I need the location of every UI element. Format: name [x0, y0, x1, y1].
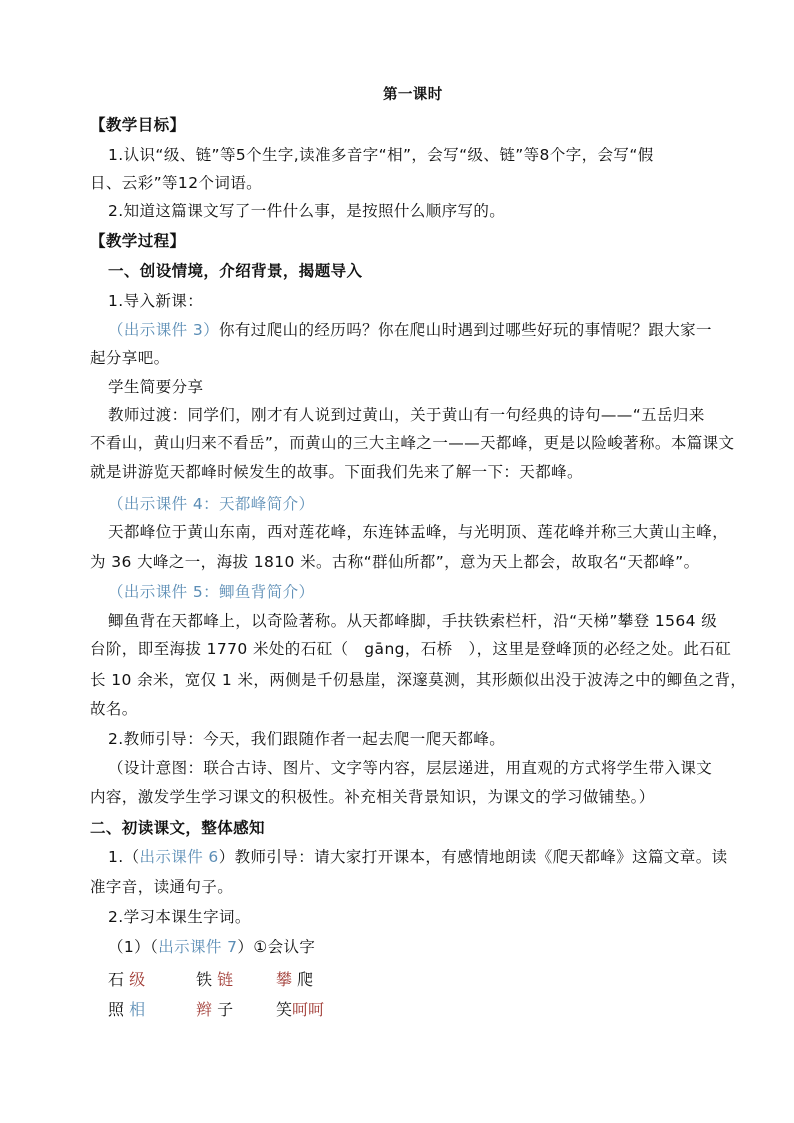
- vocab-word-zhaoxiang: [108, 1000, 145, 1020]
- vocab-new-char: 辫: [196, 1000, 213, 1019]
- substep-text: ）①会认字: [237, 938, 316, 956]
- step-2-guide: 2.教师引导：今天，我们跟随作者一起去爬一爬天都峰。: [108, 730, 506, 748]
- part-2-step-2: 2.学习本课生字词。: [108, 908, 251, 926]
- part-2-substep: [108, 937, 315, 957]
- vocab-char: 笑: [276, 1000, 293, 1019]
- vocab-new-char: 呵呵: [292, 1000, 325, 1019]
- courseware-3-text: 你有过爬山的经历吗？你在爬山时遇到过哪些好玩的事情呢？跟大家一: [219, 321, 712, 339]
- courseware-3-tag: （出示课件 3）: [108, 321, 219, 339]
- tiandu-intro-line-1: 天都峰位于黄山东南，西对莲花峰，东连钵盂峰，与光明顶、莲花峰并称三大黄山主峰，: [108, 523, 729, 541]
- tiandu-intro-line-2: 为 36 大峰之一，海拔 1810 米。古称“群仙所都”，意为天上都会，故取名“天都峰”。: [90, 553, 700, 571]
- transition-line-1: 教师过渡：同学们，刚才有人说到过黄山，关于黄山有一句经典的诗句——“五岳归来: [108, 406, 705, 424]
- courseware-7-tag: 出示课件 7: [158, 938, 238, 956]
- transition-line-2: 不看山，黄山归来不看岳”，而黄山的三大主峰之一——天都峰，更是以险峻著称。本篇课文: [90, 434, 735, 452]
- vocab-word-xiaohehe: [276, 1000, 324, 1020]
- part-2-step-1: [108, 847, 728, 867]
- goal-2: 2.知道这篇课文写了一件什么事，是按照什么顺序写的。: [108, 202, 506, 220]
- vocab-word-panpa: [276, 970, 313, 990]
- vocab-word-shiji: [108, 970, 145, 990]
- jiyubei-line-2: 台阶，即至海拔 1770 米处的石矼（ gāng，石桥 ），这里是登峰顶的必经之处。此石矼: [90, 640, 732, 658]
- courseware-3-line: [108, 320, 712, 340]
- vocab-new-char: 链: [217, 970, 234, 989]
- vocab-new-char: 级: [129, 970, 146, 989]
- vocab-char: 爬: [297, 970, 314, 989]
- step-1-number: 1.（: [108, 848, 140, 866]
- part-2-step-1-cont: 准字音，读通句子。: [90, 878, 234, 896]
- goal-1-line-1: 1.认识“级、链”等5个生字,读准多音字“相”，会写“级、链”等8个字，会写“假: [108, 146, 654, 164]
- vocab-word-tielian: [196, 970, 233, 990]
- substep-number: （1）（: [108, 938, 159, 956]
- part-1-heading: 一、创设情境，介绍背景，揭题导入: [108, 262, 363, 280]
- jiyubei-line-4: 故名。: [90, 700, 138, 718]
- process-heading: 【教学过程】: [90, 232, 186, 250]
- design-intent-line-1: （设计意图：联合古诗、图片、文字等内容，层层递进，用直观的方式将学生带入课文: [108, 759, 713, 777]
- vocab-char: 子: [217, 1000, 234, 1019]
- step-1-text: ）教师引导：请大家打开课本，有感情地朗读《爬天都峰》这篇文章。读: [218, 848, 728, 866]
- vocab-char: 石: [108, 970, 125, 989]
- vocab-char: 照: [108, 1000, 125, 1019]
- jiyubei-line-1: 鲫鱼背在天都峰上，以奇险著称。从天都峰脚，手扶铁索栏杆，沿“天梯”攀登 1564 级: [108, 612, 718, 630]
- courseware-4-tag: （出示课件 4：天都峰简介）: [108, 495, 315, 513]
- vocab-word-bianzi: [196, 1000, 233, 1020]
- student-share: 学生简要分享: [108, 378, 204, 396]
- vocab-new-char: 相: [129, 1000, 146, 1019]
- courseware-6-tag: 出示课件 6: [139, 848, 219, 866]
- courseware-5-tag: （出示课件 5：鲫鱼背简介）: [108, 583, 315, 601]
- jiyubei-line-3: 长 10 余米，宽仅 1 米，两侧是千仞悬崖，深邃莫测，其形颇似出没于波涛之中的鲫鱼之背，: [90, 671, 747, 689]
- step-1-intro: 1.导入新课：: [108, 292, 204, 310]
- page-title: 第一课时: [383, 87, 443, 103]
- part-2-heading: 二、初读课文，整体感知: [90, 819, 265, 837]
- vocab-char: 铁: [196, 970, 213, 989]
- goals-heading: 【教学目标】: [90, 116, 186, 134]
- courseware-3-cont: 起分享吧。: [90, 349, 170, 367]
- design-intent-line-2: 内容，激发学生学习课文的积极性。补充相关背景知识，为课文的学习做铺垫。）: [90, 788, 655, 806]
- vocab-new-char: 攀: [276, 970, 293, 989]
- transition-line-3: 就是讲游览天都峰时候发生的故事。下面我们先来了解一下：天都峰。: [90, 463, 583, 481]
- goal-1-line-2: 日、云彩”等12个词语。: [90, 174, 263, 192]
